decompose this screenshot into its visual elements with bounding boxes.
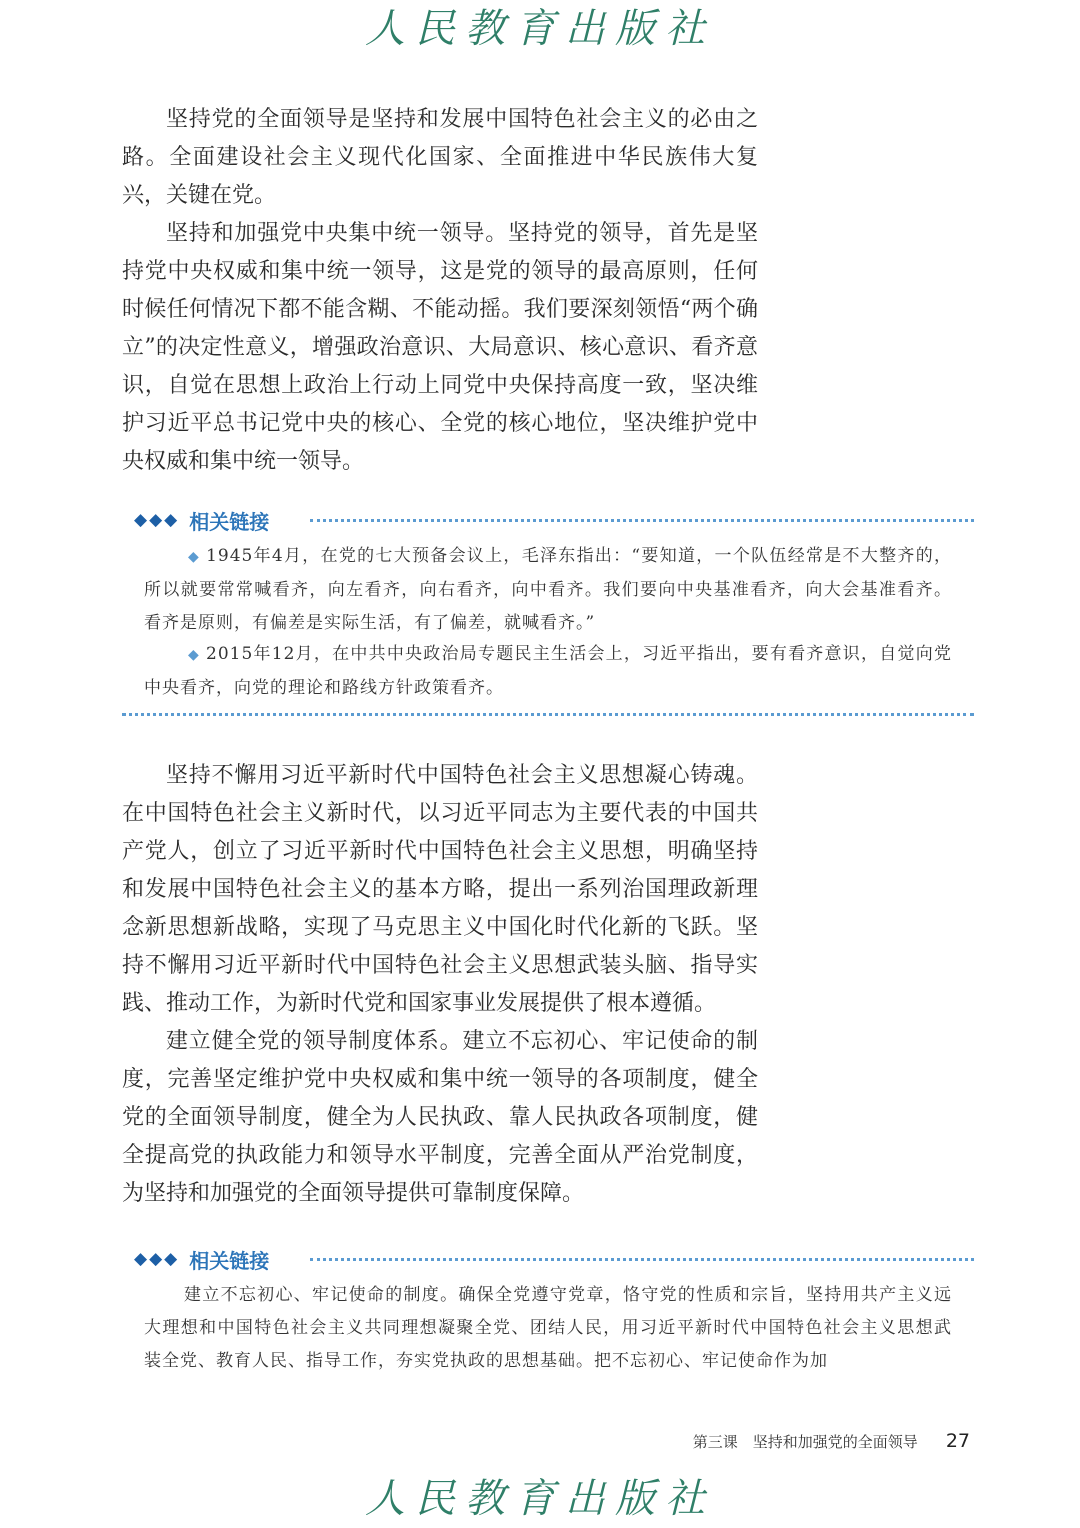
dotted-divider-bottom bbox=[122, 713, 974, 716]
diamond-bullet-icon: ◆ bbox=[188, 549, 201, 565]
dotted-divider bbox=[310, 1258, 974, 1261]
related-link-item-2-text: 2015年12月，在中共中央政治局专题民主生活会上，习近平指出，要有看齐意识，自觉向党中央看齐，向党的理论和路线方针政策看齐。 bbox=[144, 644, 952, 698]
diamond-markers-icon: ◆◆◆ bbox=[134, 1249, 180, 1269]
related-links-header-1 bbox=[134, 505, 269, 535]
diamond-markers-icon: ◆◆◆ bbox=[134, 510, 180, 530]
body-paragraph-3: 坚持不懈用习近平新时代中国特色社会主义思想凝心铸魂。在中国特色社会主义新时代，以习近平同志为主要代表的中国共产党人，创立了习近平新时代中国特色社会主义思想，明确坚持和发展中国特色社会主义的基本方略，提出一系列治国理政新理念新思想新战略，实现了马克思主义中国化时代化新的飞跃。坚持不懈用习近平新时代中国特色社会主义思想武装头脑、指导实践、推动工作，为新时代党和国家事业发展提供了根本遵循。 bbox=[122, 763, 758, 1016]
diamond-bullet-icon: ◆ bbox=[188, 647, 201, 663]
body-paragraph-1: 坚持党的全面领导是坚持和发展中国特色社会主义的必由之路。全面建设社会主义现代化国家、全面推进中华民族伟大复兴，关键在党。 bbox=[122, 107, 758, 208]
publisher-watermark-bottom: 人民教育出版社 bbox=[365, 1476, 715, 1522]
lesson-title: 第三课 坚持和加强党的全面领导 bbox=[692, 1432, 918, 1451]
dotted-divider bbox=[310, 519, 974, 522]
related-link-item-1-text: 1945年4月，在党的七大预备会议上，毛泽东指出：“要知道，一个队伍经常是不大整齐的，所以就要常常喊看齐，向左看齐，向右看齐，向中看齐。我们要向中央基准看齐，向大会基准看齐。看齐是原则，有偏差是实际生活，有了偏差，就喊看齐。” bbox=[144, 546, 952, 633]
related-links-title: 相关链接 bbox=[189, 509, 270, 534]
body-paragraph-4: 建立健全党的领导制度体系。建立不忘初心、牢记使命的制度，完善坚定维护党中央权威和集中统一领导的各项制度，健全党的全面领导制度，健全为人民执政、靠人民执政各项制度，健全提高党的执政能力和领导水平制度，完善全面从严治党制度，为坚持和加强党的全面领导提供可靠制度保障。 bbox=[122, 1029, 758, 1206]
publisher-watermark-top: 人民教育出版社 bbox=[365, 6, 715, 52]
related-link-text: 建立不忘初心、牢记使命的制度。确保全党遵守党章，恪守党的性质和宗旨，坚持用共产主义远大理想和中国特色社会主义共同理想凝聚全党、团结人民，用习近平新时代中国特色社会主义思想武装全党、教育人民、指导工作，夯实党执政的思想基础。把不忘初心、牢记使命作为加 bbox=[144, 1285, 952, 1371]
related-links-title: 相关链接 bbox=[189, 1248, 270, 1273]
body-paragraph-2: 坚持和加强党中央集中统一领导。坚持党的领导，首先是坚持党中央权威和集中统一领导，这是党的领导的最高原则，任何时候任何情况下都不能含糊、不能动摇。我们要深刻领悟“两个确立”的决定性意义，增强政治意识、大局意识、核心意识、看齐意识，自觉在思想上政治上行动上同党中央保持高度一致，坚决维护习近平总书记党中央的核心、全党的核心地位，坚决维护党中央权威和集中统一领导。 bbox=[122, 221, 758, 474]
related-link-item-1 bbox=[144, 540, 952, 640]
page-number: 27 bbox=[945, 1430, 970, 1452]
related-link-item-2 bbox=[144, 638, 952, 705]
page-footer bbox=[640, 1426, 970, 1456]
related-links-header-2 bbox=[134, 1244, 269, 1274]
